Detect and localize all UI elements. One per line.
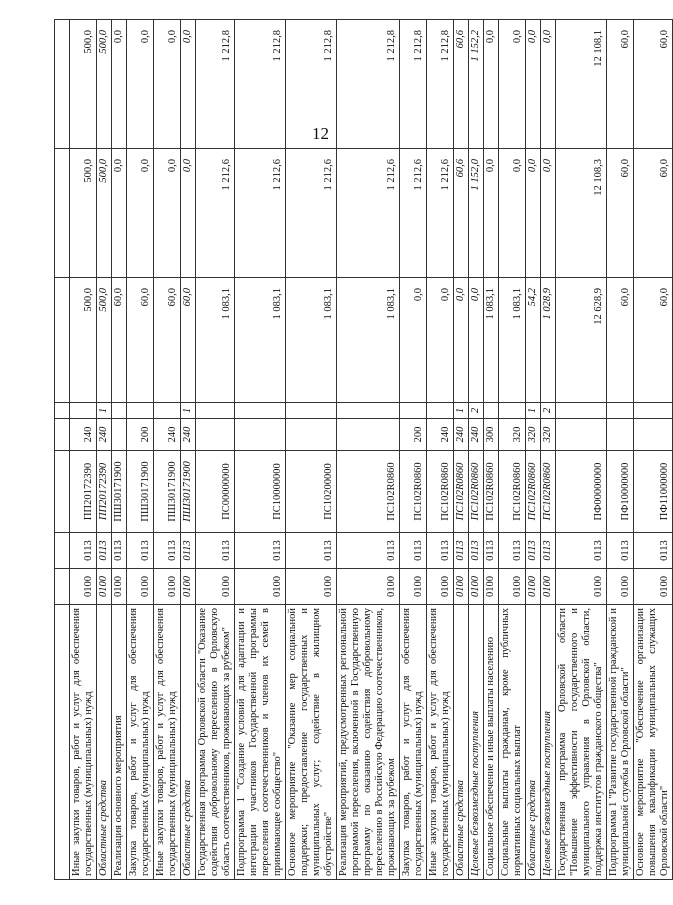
value-2019: 60,0 [112, 278, 127, 403]
target-article: ПП20172390 [97, 451, 112, 533]
expense-type [196, 419, 235, 451]
row-name: Государственная программа Орловской области "Оказание содействия добровольному переселению в Орловскую область соотечественников, проживающих за рубежом" [196, 605, 235, 880]
value-2019: 60,0 [181, 278, 196, 403]
value-2020: 1 212,6 [196, 149, 235, 278]
section-code: 0100 [400, 569, 427, 605]
expense-type: 320 [499, 419, 526, 451]
expense-type: 240 [181, 419, 196, 451]
value-2019: 12 628,9 [556, 278, 607, 403]
subsection-code: 0113 [286, 533, 337, 569]
subsection-code: 0113 [607, 533, 634, 569]
row-name: Областные средства [526, 605, 541, 880]
row-name: Подпрограмма 1 "Развитие государственной гражданской и муниципальной службы в Орловской области" [607, 605, 634, 880]
value-2020: 1 152,0 [469, 149, 484, 278]
funding-source [70, 403, 97, 419]
value-2019: 0,0 [400, 278, 427, 403]
subsection-code: 0113 [541, 533, 556, 569]
target-article: ПФ10000000 [607, 451, 634, 533]
section-code: 0100 [499, 569, 526, 605]
table-top-row [55, 20, 70, 880]
table-row [541, 20, 556, 880]
subsection-code: 0113 [526, 533, 541, 569]
subsection-code: 0113 [484, 533, 499, 569]
row-name: Закупка товаров, работ и услуг для обеспечения государственных (муниципальных) нужд [127, 605, 154, 880]
funding-source [286, 403, 337, 419]
expense-type: 320 [541, 419, 556, 451]
table-row [127, 20, 154, 880]
section-code: 0100 [454, 569, 469, 605]
funding-source: 1 [181, 403, 196, 419]
value-2020: 0,0 [499, 149, 526, 278]
funding-source: 1 [454, 403, 469, 419]
table-row [286, 20, 337, 880]
subsection-code: 0113 [154, 533, 181, 569]
target-article: ПС102R0860 [469, 451, 484, 533]
section-code: 0100 [556, 569, 607, 605]
value-2020: 1 212,6 [427, 149, 454, 278]
value-2021: 1 212,8 [400, 20, 427, 149]
value-2019: 1 083,1 [196, 278, 235, 403]
value-2019: 0,0 [427, 278, 454, 403]
value-2021: 1 212,8 [427, 20, 454, 149]
section-code: 0100 [181, 569, 196, 605]
row-name: Социальные выплаты гражданам, кроме публичных нормативных социальных выплат [499, 605, 526, 880]
value-2019: 1 083,1 [286, 278, 337, 403]
value-2021: 60,0 [607, 20, 634, 149]
row-name: Иные закупки товаров, работ и услуг для обеспечения государственных (муниципальных) нужд [154, 605, 181, 880]
value-2020: 0,0 [541, 149, 556, 278]
value-2021: 0,0 [154, 20, 181, 149]
table-row [112, 20, 127, 880]
subsection-code: 0113 [337, 533, 400, 569]
subsection-code: 0113 [499, 533, 526, 569]
section-code: 0100 [337, 569, 400, 605]
value-2020: 1 212,6 [337, 149, 400, 278]
value-2020: 0,0 [484, 149, 499, 278]
subsection-code: 0113 [97, 533, 112, 569]
target-article: ПП20172390 [70, 451, 97, 533]
subsection-code: 0113 [469, 533, 484, 569]
value-2020: 1 212,6 [235, 149, 286, 278]
section-code: 0100 [484, 569, 499, 605]
subsection-code: 0113 [235, 533, 286, 569]
funding-source: 1 [97, 403, 112, 419]
value-2019: 0,0 [454, 278, 469, 403]
subsection-code: 0113 [454, 533, 469, 569]
section-code: 0100 [154, 569, 181, 605]
table-row [181, 20, 196, 880]
funding-source [112, 403, 127, 419]
value-2020: 0,0 [127, 149, 154, 278]
subsection-code: 0113 [556, 533, 607, 569]
target-article: ПШ30171900 [127, 451, 154, 533]
expense-type [112, 419, 127, 451]
row-name: Закупка товаров, работ и услуг для обеспечения государственных (муниципальных) нужд [400, 605, 427, 880]
target-article: ПШ30171900 [112, 451, 127, 533]
target-article: ПС102R0860 [427, 451, 454, 533]
subsection-code: 0113 [127, 533, 154, 569]
funding-source [127, 403, 154, 419]
row-name: Областные средства [181, 605, 196, 880]
row-name: Реализация основного мероприятия [112, 605, 127, 880]
row-name: Социальное обеспечение и иные выплаты населению [484, 605, 499, 880]
budget-table [54, 19, 673, 880]
expense-type [634, 419, 673, 451]
table-row [454, 20, 469, 880]
value-2021: 1 212,8 [337, 20, 400, 149]
value-2020: 0,0 [526, 149, 541, 278]
target-article: ПС00000000 [196, 451, 235, 533]
value-2020: 12 108,3 [556, 149, 607, 278]
table-row [97, 20, 112, 880]
funding-source [154, 403, 181, 419]
section-code: 0100 [286, 569, 337, 605]
value-2020: 0,0 [154, 149, 181, 278]
value-2019: 500,0 [70, 278, 97, 403]
value-2019: 60,0 [607, 278, 634, 403]
value-2021: 0,0 [541, 20, 556, 149]
target-article: ПФ11000000 [634, 451, 673, 533]
section-code: 0100 [427, 569, 454, 605]
funding-source [607, 403, 634, 419]
expense-type: 240 [427, 419, 454, 451]
row-name: Целевые безвозмездные поступления [469, 605, 484, 880]
table-row [634, 20, 673, 880]
value-2020: 60,0 [607, 149, 634, 278]
funding-source: 1 [526, 403, 541, 419]
target-article: ПС102R0860 [526, 451, 541, 533]
section-code: 0100 [70, 569, 97, 605]
section-code: 0100 [235, 569, 286, 605]
row-name: Реализация мероприятий, предусмотренных региональной программой переселения, включенной в Государственную программу по оказанию содействия добровольному переселению в Российскую Федерацию соотечественников, проживающих за рубежом [337, 605, 400, 880]
section-code: 0100 [112, 569, 127, 605]
table-row [427, 20, 454, 880]
expense-type: 240 [97, 419, 112, 451]
expense-type [556, 419, 607, 451]
subsection-code: 0113 [181, 533, 196, 569]
section-code: 0100 [97, 569, 112, 605]
table-row [526, 20, 541, 880]
rotated-table-wrapper [54, 20, 670, 880]
value-2019: 500,0 [97, 278, 112, 403]
row-name: Областные средства [97, 605, 112, 880]
value-2020: 500,0 [70, 149, 97, 278]
value-2019: 1 083,1 [484, 278, 499, 403]
table-body [55, 20, 673, 880]
value-2021: 0,0 [526, 20, 541, 149]
value-2020: 0,0 [112, 149, 127, 278]
funding-source: 2 [469, 403, 484, 419]
row-name: Основное мероприятие "Оказание мер социальной поддержки; предоставление государственных и муниципальных услуг; содействие в жилищном обустройстве" [286, 605, 337, 880]
value-2019: 1 083,1 [499, 278, 526, 403]
row-name: Иные закупки товаров, работ и услуг для обеспечения государственных (муниципальных) нужд [70, 605, 97, 880]
value-2020: 0,0 [181, 149, 196, 278]
subsection-code: 0113 [427, 533, 454, 569]
target-article: ПС102R0860 [499, 451, 526, 533]
subsection-code: 0113 [400, 533, 427, 569]
table-row [70, 20, 97, 880]
target-article: ПС102R0860 [454, 451, 469, 533]
section-code: 0100 [196, 569, 235, 605]
expense-type: 200 [400, 419, 427, 451]
funding-source [196, 403, 235, 419]
target-article: ПФ00000000 [556, 451, 607, 533]
value-2021: 1 212,8 [196, 20, 235, 149]
value-2020: 1 212,6 [286, 149, 337, 278]
expense-type: 300 [484, 419, 499, 451]
value-2020: 500,0 [97, 149, 112, 278]
table-row [469, 20, 484, 880]
funding-source: 2 [541, 403, 556, 419]
page-number: 12 [312, 124, 329, 143]
expense-type: 240 [454, 419, 469, 451]
funding-source [337, 403, 400, 419]
value-2019: 60,0 [634, 278, 673, 403]
value-2019: 1 083,1 [235, 278, 286, 403]
value-2021: 0,0 [112, 20, 127, 149]
subsection-code: 0113 [70, 533, 97, 569]
subsection-code: 0113 [112, 533, 127, 569]
target-article: ПС10200000 [286, 451, 337, 533]
section-code: 0100 [469, 569, 484, 605]
target-article: ПС102R0860 [337, 451, 400, 533]
value-2021: 60,0 [634, 20, 673, 149]
expense-type [337, 419, 400, 451]
expense-type [607, 419, 634, 451]
table-row [235, 20, 286, 880]
funding-source [484, 403, 499, 419]
section-code: 0100 [127, 569, 154, 605]
value-2019: 60,0 [154, 278, 181, 403]
table-row [556, 20, 607, 880]
value-2021: 12 108,1 [556, 20, 607, 149]
value-2020: 60,0 [634, 149, 673, 278]
row-name: Областные средства [454, 605, 469, 880]
row-name: Иные закупки товаров, работ и услуг для обеспечения государственных (муниципальных) нужд [427, 605, 454, 880]
table-row [484, 20, 499, 880]
subsection-code: 0113 [196, 533, 235, 569]
table-row [607, 20, 634, 880]
value-2020: 60,6 [454, 149, 469, 278]
value-2019: 1 028,9 [541, 278, 556, 403]
table-row [196, 20, 235, 880]
expense-type: 240 [154, 419, 181, 451]
value-2021: 1 152,2 [469, 20, 484, 149]
value-2021: 1 212,8 [286, 20, 337, 149]
value-2019: 60,0 [127, 278, 154, 403]
target-article: ПШ30171900 [154, 451, 181, 533]
section-code: 0100 [541, 569, 556, 605]
row-name: Основное мероприятие "Обеспечение организации повышения квалификации муниципальных служащих Орловской области" [634, 605, 673, 880]
value-2021: 500,0 [97, 20, 112, 149]
section-code: 0100 [634, 569, 673, 605]
value-2019: 54,2 [526, 278, 541, 403]
funding-source [556, 403, 607, 419]
value-2021: 500,0 [70, 20, 97, 149]
table-row [337, 20, 400, 880]
row-name: Подпрограмма 1 "Создание условий для адаптации и интеграции участников Государственной программы переселения соотечественников и членов их семей в принимающее сообщество" [235, 605, 286, 880]
value-2021: 0,0 [127, 20, 154, 149]
expense-type: 320 [526, 419, 541, 451]
value-2019: 0,0 [469, 278, 484, 403]
funding-source [235, 403, 286, 419]
value-2021: 0,0 [499, 20, 526, 149]
subsection-code: 0113 [634, 533, 673, 569]
value-2021: 0,0 [181, 20, 196, 149]
funding-source [634, 403, 673, 419]
table-row [400, 20, 427, 880]
value-2021: 60,6 [454, 20, 469, 149]
row-name: Целевые безвозмездные поступления [541, 605, 556, 880]
value-2021: 1 212,8 [235, 20, 286, 149]
section-code: 0100 [526, 569, 541, 605]
target-article: ПС10000000 [235, 451, 286, 533]
target-article: ПС102R0860 [541, 451, 556, 533]
funding-source [400, 403, 427, 419]
expense-type: 200 [127, 419, 154, 451]
target-article: ПШ30171900 [181, 451, 196, 533]
funding-source [427, 403, 454, 419]
funding-source [499, 403, 526, 419]
target-article: ПС102R0860 [400, 451, 427, 533]
row-name: Государственная программа Орловской области "Повышение эффективности государственного и муниципального управления в Орловской области, поддержка институтов гражданского общества" [556, 605, 607, 880]
expense-type: 240 [70, 419, 97, 451]
expense-type [235, 419, 286, 451]
expense-type [286, 419, 337, 451]
table-row [499, 20, 526, 880]
expense-type: 240 [469, 419, 484, 451]
target-article: ПС102R0860 [484, 451, 499, 533]
section-code: 0100 [607, 569, 634, 605]
value-2019: 1 083,1 [337, 278, 400, 403]
value-2020: 1 212,6 [400, 149, 427, 278]
table-row [154, 20, 181, 880]
value-2021: 0,0 [484, 20, 499, 149]
